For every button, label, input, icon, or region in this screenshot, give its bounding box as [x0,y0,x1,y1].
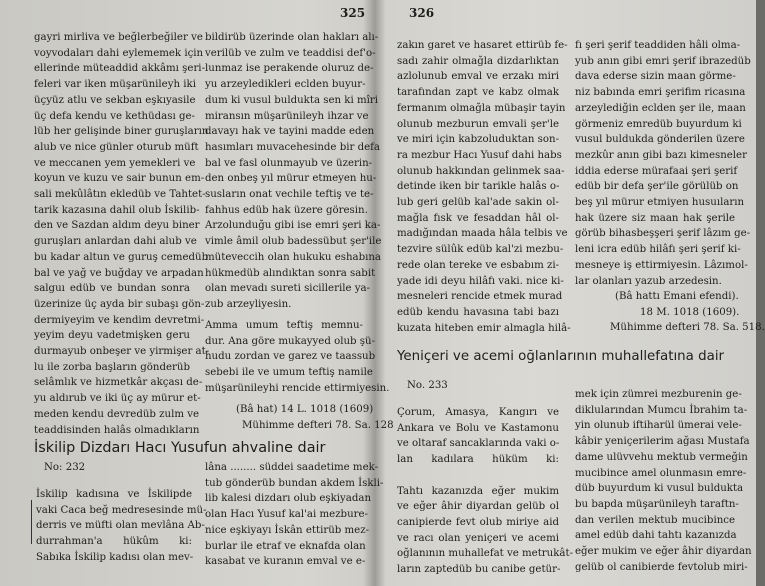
text-line: Arzolunduğu gibi ise emri şeri ka- [205,220,381,232]
reference-line: Mühimme defteri 78. Sa. 518. [610,322,765,333]
text-line: sadı zahir olmağla dizdarlıktan [397,55,559,67]
text-line: üç defa kendu ve kethüdası ge- [34,110,195,122]
text-line: yub anın gibi emri şerif ibrazedüb [575,55,751,67]
text-line: dava ederse sizin maan görme- [575,71,736,83]
text-line: fahhus edüb hak üzere göresin. [205,204,368,216]
text-line: mezkûr anın gibi bazı kimesneler [575,149,747,161]
text-line: sebebi ile ve umum teftiş namile [205,367,373,379]
decree-number: No. 233 [407,380,448,391]
text-line: tarafından zapt ve kabz olmak [397,87,559,99]
text-line: vimle âmil olub badessübut şer'ile [205,236,382,248]
text-line: olan mevadı sureti sicillerile ya- [205,283,370,295]
text-line: bal ve fasl olunmayub ve üzerin- [205,157,373,169]
text-line: derris ve müfti olan mevlâna Ab- [36,520,205,532]
text-line: üzerinize üç ayda bir subaşı gön- [34,298,205,310]
reference-line: (Bâ hattı Emani efendi). [615,291,739,302]
text-line: iddia ederse mürafaai şeri şerif [575,165,738,177]
text-line: teaddisinden halâs olmadıkların [34,424,200,436]
text-line: tarik kazasına dahil olub İskilib- [34,204,200,216]
text-line: vusul buldukda gönderilen üzere [575,134,745,146]
text-line: yu aldırub ve iki üç ay mürur et- [34,393,201,405]
text-line: tub gönderüb bundan akdem İskli- [205,477,384,489]
text-line: durmayub onbeşer ve yirmişer at- [34,346,210,358]
text-line: madığından maada hâla telbis ve [397,228,568,240]
text-line: kasabat ve kuranın emval ve e- [205,556,366,568]
text-line: bal ve yağ ve buğday ve arpadan [34,267,204,279]
text-line: gelüb ol canibierde fevtolub miri- [575,561,748,573]
reference-line: Mühimme defteri 78. Sa. 128 [242,420,394,431]
text-line: hasımları muvacehesinde bir defa [205,141,380,153]
text-line: voyvodaları dahi eylememek için [34,47,204,59]
text-line: düb buyurdum ki vusul buldukta [575,483,744,495]
text-line: davayı hak ve tayini madde eden [205,126,375,138]
page-number: 325 [340,6,366,20]
text-line: kâbir yeniçerilerim ağası Mustafa [575,436,750,448]
text-line: lâna ........ süddei saadetime mek- [205,462,379,473]
text-line: miransın müşarünileyh ihzar ve [205,110,369,122]
text-line: mağla fısk ve fesaddan hâl ol- [397,212,559,224]
text-line: kuzata hiteben emir almagla hilâ- [397,322,571,334]
text-line [397,468,559,484]
text-line: Çorum, Amasya, Kangırı ve [397,407,559,418]
text-line: mesneye iş ettirmiyesin. Lâzımol- [575,259,748,271]
right-col1-body [397,38,571,336]
text-line: koyun ve kuzu ve sair bunun em- [34,173,205,185]
text-line: mek için zümrei mezburenin ge- [575,389,742,400]
left-col2-body [205,30,382,313]
text-line: meden kendu devredüb zulm ve [34,408,200,420]
text-line: zub arzeyliyesin. [205,298,292,310]
text-line: dur. Ana göre mukayyed olub şü- [205,335,376,347]
text-line: mesneleri rencide etmek murad [397,291,563,303]
decree-number: No: 232 [44,462,86,473]
text-line: görüb bihasbeşşeri şerif lâzım ge- [575,228,751,240]
reference-line: (Bâ hat) 14 L. 1018 (1609) [236,404,374,415]
text-line: lunmaz ise perakende oluruz de- [205,63,374,75]
text-line: hudu zordan ve garez ve taassub [205,351,376,363]
text-line: bu bapda müşarünileyh taraftn- [575,498,739,510]
text-line: fermanım olmağla mübaşir tayin [397,102,566,114]
text-line: üçyüz atlu ve sekban eşkıyasile [34,94,196,106]
right-page [379,0,765,586]
text-line: lar olanları yazub arzedesin. [575,275,722,287]
text-line: dum ki vusul buldukta sen ki mîri [205,94,379,106]
text-line: ların zaptedüb bu canibe getür- [397,564,561,576]
section-heading: İskilip Dizdarı Hacı Yusufun ahvaline dair [34,440,326,456]
text-line: eğer mukim ve eğer âhir diyardan [575,546,752,558]
text-line: yu arzeyledikleri eclden buyur- [205,79,366,91]
text-line: olunub mezburun emvali şer'le [397,118,559,130]
text-line: sali mekûlâtın ekledüb ve Tahtet- [34,189,206,201]
text-line: arzeylediğin eclden şer ile, maan [575,102,746,114]
text-line: yeyim deyu vadetmişken geru [34,330,190,342]
text-line: müşarünileyhi rencide ettirmiyesin. [205,382,390,394]
text-line: beş yıl mürur etmiyen husuıların [575,197,745,209]
text-line: ve meccanen yem yemekleri ve [34,157,196,169]
text-line: ve oltaraf sancaklarında vaki o- [397,438,560,450]
text-line: leni icra edüb hilâfı şeri şerif ki- [575,244,741,256]
text-line: lu ile zorba başların gönderüb [34,361,190,373]
text-line: fı şeri şerif teaddiden hâli olma- [575,40,741,51]
text-line: dermiyeyim ve kendim devretmi- [34,314,205,326]
text-line: ve racı olan yeniçeri ve acemi [397,532,559,544]
text-line: yade idi deyu hilâfı vaki. nice ki- [397,275,564,287]
text-line: selâmlık ve hizmetkâr akçası de- [34,377,203,389]
text-line: alub ve nice günler oturub müft [34,141,199,153]
text-line: den ve Sazdan aldım deyu biner [34,220,200,232]
text-line: canipierde fevt olub miriye aid [397,516,559,528]
section-heading: Yeniçeri ve acemi oğlanlarının muhallefatına dair [397,349,725,364]
text-line: ra mezbur Hacı Yusuf dahi habs [397,149,562,161]
text-line: görmeniz emredüb buyurdum ki [575,118,742,130]
text-line: verilüb ve zulm ve teaddisi def'o- [205,47,376,59]
text-line: ellerinde müteaddid akkâmı şeri- [34,63,206,75]
text-line: tezvire sülûk edüb kal'zi mezbu- [397,244,564,256]
text-line: dame ulüvvehu mektub vermeğin [575,451,748,463]
right-col2-decree [575,387,752,575]
text-line: Ankara ve Bolu ve Kastamonu [397,422,559,434]
left-col1-decree [36,487,207,566]
text-line: diklularından Mumcu İbrahim ta- [575,404,748,416]
text-line: zakın garet ve hasaret ettirüb fe- [397,40,568,51]
text-line: amel edüb dahi tahtı kazanızda [575,530,737,542]
text-line: den onbeş yıl mürur etmeyen hu- [205,173,377,185]
text-line: ve miri için kabzoluduktan son- [397,134,560,146]
text-line: edüb kendu havasına tabi bazı [397,306,559,318]
text-line: lüb her gelişinde biner guruşların [34,126,209,138]
text-line: ve eğer âhir diyardan gelüb ol [397,501,559,513]
right-col2-body [575,38,751,289]
text-line: Sabıka İskilip kadısı olan mev- [36,551,194,563]
text-line: susların onat vechile teftiş ve te- [205,189,374,201]
left-col2-paragraph [205,318,390,397]
left-col2-decree [205,460,384,570]
text-line: lan kadılara hüküm ki: [397,454,559,466]
text-line: vaki Caca beğ medresesinde mü- [36,504,207,516]
text-line: lub geri gelüb kal'ade sakin ol- [397,197,559,209]
text-line: Tahtı kazanızda eğer mukim [397,485,559,497]
text-line: hak üzere siz maan hak şerile [575,212,735,224]
text-line: edüb bir defa şer'ile görülüb on [575,181,739,193]
text-line: lib kalesi dizdarı olub eşkiyadan [205,493,372,505]
text-line: azlolunub emval ve erzakı miri [397,71,559,83]
text-line: salguı edüb ve bundan sonra [34,283,190,295]
text-line: gayri mirliva ve beğlerbeğiler ve [34,32,203,43]
text-line: nice eşkiyayı İskân ettirüb mez- [205,524,370,536]
text-line: İskilip kadısına ve İskilipde [36,489,192,500]
page-number: 326 [409,6,435,20]
text-line: detinde iken bir tarikle halâs o- [397,181,560,193]
left-col1-body [34,30,210,438]
text-line: Amma umum teftiş memnu- [205,320,363,331]
right-col1-decree [397,405,574,578]
text-line: feleri var iken müşarünileyh iki [34,79,196,91]
text-line: rede olan tereke ve esbabım zi- [397,259,560,271]
text-line: niz babında emri şerifim ricasına [575,87,746,99]
text-line: bu kadar altun ve guruş cemedüb [34,251,209,263]
reference-line: 18 M. 1018 (1609). [640,307,740,318]
text-line: dan verilen mektub mucibince [575,514,735,526]
text-line: yin olunub iftiharül ümerai vele- [575,420,742,432]
text-line: olan Hacı Yusuf kal'ai mezbure- [205,509,368,521]
text-line: hükmedüb alındıktan sonra sabit [205,267,376,279]
text-line: guruşları anlardan dahi alub ve [34,236,197,248]
margin-bracket [31,500,32,544]
text-line: mucibince amel olunmasın emre- [575,467,747,479]
text-line: burlar ile etraf ve eknafda olan [205,540,366,552]
text-line: bildirüb üzerinde olan hakları alı- [205,32,379,43]
text-line: müteveccih olan hukuku eshabına [205,251,381,263]
text-line: oğlanının muhallefat ve metrukât- [397,548,574,560]
text-line: olunub hakkından gelinmek saa- [397,165,565,177]
text-line: durrahman'a hükûm ki: [36,536,192,548]
